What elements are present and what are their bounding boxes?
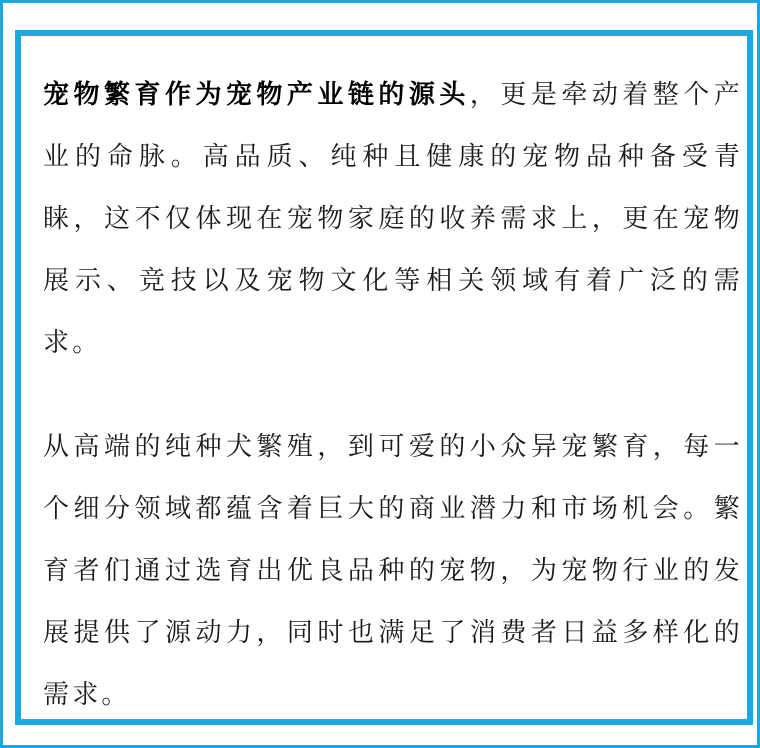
paragraph-2 (43, 416, 743, 726)
paragraph-1-lead: 宠物繁育作为宠物产业链的源头 (43, 80, 470, 110)
paragraph-1-body: ，更是牵动着整个产业的命脉。高品质、纯种且健康的宠物品种备受青睐，这不仅体现在宠物家庭的收养需求上，更在宠物展示、竞技以及宠物文化等相关领域有着广泛的需求。 (43, 80, 743, 358)
paragraph-2-body: 从高端的纯种犬繁殖，到可爱的小众异宠繁育，每一个细分领域都蕴含着巨大的商业潜力和市场机会。繁育者们通过选育出优良品种的宠物，为宠物行业的发展提供了源动力，同时也满足了消费者日益多样化的需求。 (43, 432, 743, 710)
paragraph-1 (43, 64, 743, 374)
content-card (15, 30, 753, 725)
